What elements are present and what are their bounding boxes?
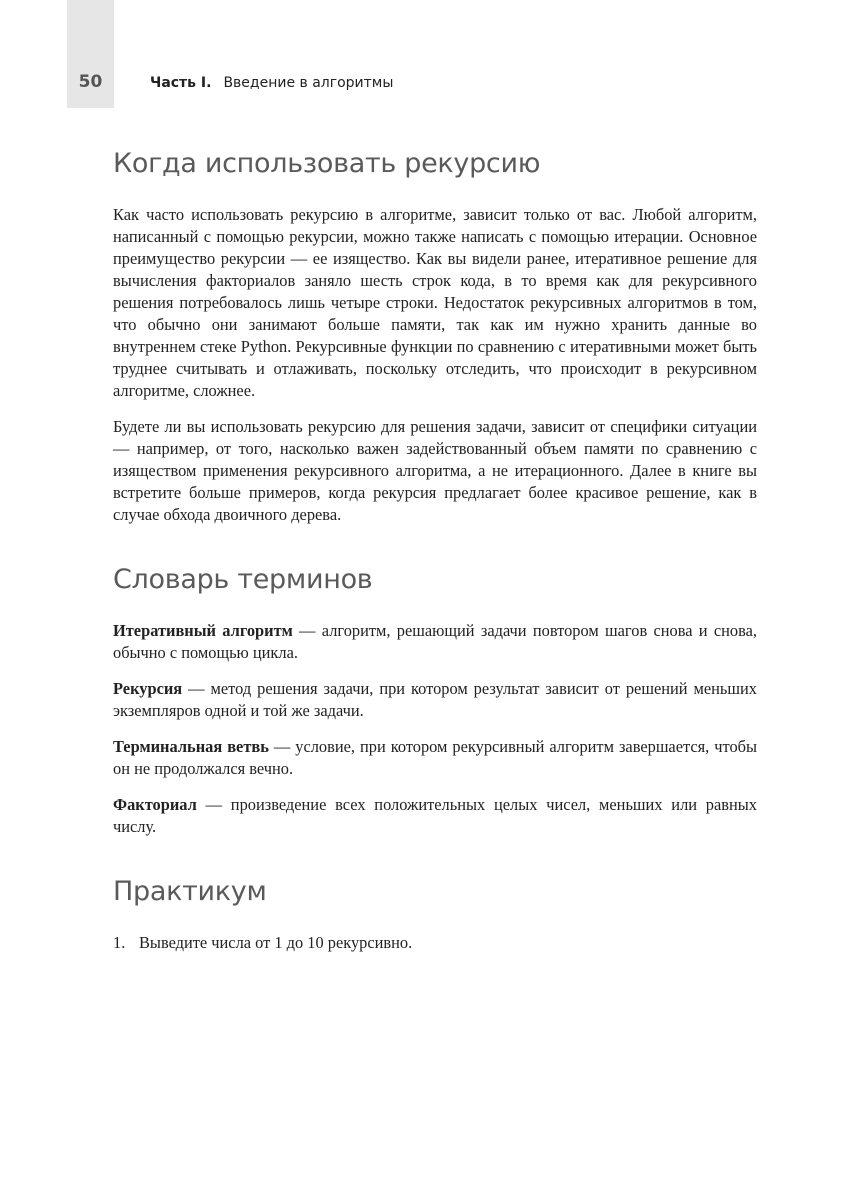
section-heading-when-to-use-recursion: Когда использовать рекурсию (113, 148, 541, 179)
glossary-term: Факториал (113, 795, 197, 814)
list-item-number: 1. (113, 933, 126, 952)
chapter-title: Введение в алгоритмы (223, 75, 394, 91)
section-heading-glossary: Словарь терминов (113, 564, 373, 595)
list-item-text: Выведите числа от 1 до 10 рекурсивно. (139, 933, 413, 952)
glossary-definition: — алгоритм, решающий задачи повтором шагов снова и снова, обычно с помощью цикла. (113, 621, 757, 662)
part-label: Часть I. (150, 75, 212, 91)
running-head (150, 75, 393, 91)
glossary-definition: — метод решения задачи, при котором результат зависит от решений меньших экземпляров одной и той же задачи. (113, 679, 757, 720)
glossary-term: Рекурсия (113, 679, 183, 698)
glossary-term: Итеративный алгоритм (113, 621, 293, 640)
glossary-entry (113, 678, 757, 722)
glossary-entry (113, 736, 757, 780)
paragraph: Как часто использовать рекурсию в алгоритме, зависит только от вас. Любой алгоритм, написанный с помощью рекурсии, можно также написать с помощью итерации. Основное преимущество рекурсии — ее изящество. Как вы видели ранее, итеративное решение для вычисления факториалов заняло шесть строк кода, в то время как для рекурсивного решения потребовалось лишь четыре строки. Недостаток рекурсивных алгоритмов в том, что обычно они занимают больше памяти, так как им нужно хранить данные во внутреннем стеке Python. Рекурсивные функции по сравнению с итеративными может быть труднее считывать и отлаживать, поскольку отследить, что происходит в рекурсивном алгоритме, сложнее. (113, 205, 757, 400)
glossary-entry (113, 794, 757, 838)
glossary-definition: — условие, при котором рекурсивный алгоритм завершается, чтобы он не продолжался вечно. (113, 737, 757, 778)
list-item (113, 932, 757, 954)
page-content (113, 142, 757, 954)
glossary-term: Терминальная ветвь (113, 737, 269, 756)
paragraph: Будете ли вы использовать рекурсию для решения задачи, зависит от специфики ситуации — например, от того, насколько важен задействованный объем памяти по сравнению с изяществом применения рекурсивного алгоритма, а не итерационного. Далее в книге вы встретите больше примеров, когда рекурсия предлагает более красивое решение, как в случае обхода двоичного дерева. (113, 417, 757, 524)
glossary-entry (113, 620, 757, 664)
exercise-list (113, 932, 757, 954)
glossary-definition: — произведение всех положительных целых чисел, меньших или равных числу. (113, 795, 757, 836)
page-number: 50 (78, 72, 103, 92)
section-heading-practice: Практикум (113, 876, 267, 907)
